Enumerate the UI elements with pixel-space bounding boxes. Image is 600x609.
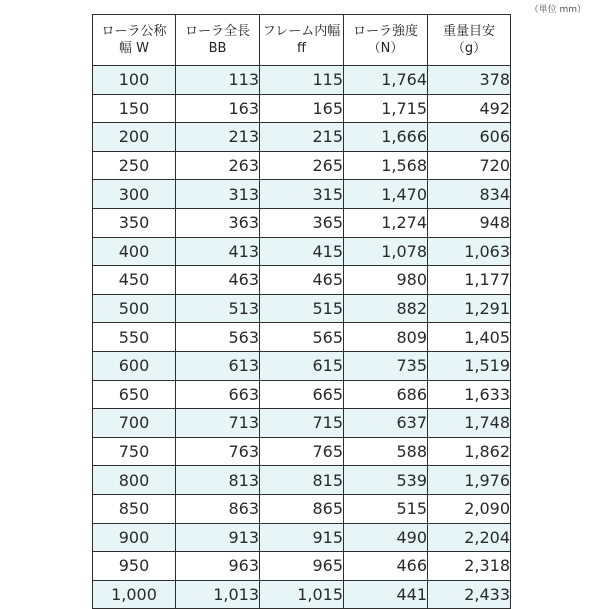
cell-frame-inner-width: 265 (260, 151, 344, 180)
header-nominal-width (93, 15, 176, 66)
cell-total-length: 113 (176, 66, 260, 95)
cell-nominal-width: 850 (93, 494, 176, 523)
cell-nominal-width: 300 (93, 180, 176, 209)
cell-roller-strength: 1,274 (344, 208, 428, 237)
header-total-length-line2: BB (208, 41, 227, 56)
header-nominal-width-line1: ローラ公称 (101, 24, 167, 39)
cell-total-length: 513 (176, 294, 260, 323)
cell-roller-strength: 515 (344, 494, 428, 523)
table-row (93, 580, 511, 609)
cell-weight-estimate: 1,633 (428, 380, 511, 409)
roller-spec-table (92, 14, 511, 609)
cell-nominal-width: 550 (93, 323, 176, 352)
cell-nominal-width: 250 (93, 151, 176, 180)
cell-total-length: 613 (176, 351, 260, 380)
table-row (93, 323, 511, 352)
table-row (93, 180, 511, 209)
header-frame-inner-width-line2: ff (297, 41, 306, 56)
header-total-length (176, 15, 260, 66)
cell-nominal-width: 400 (93, 237, 176, 266)
cell-weight-estimate: 378 (428, 66, 511, 95)
header-nominal-width-line2: 幅 W (119, 41, 149, 56)
header-roller-strength (344, 15, 428, 66)
table-row (93, 294, 511, 323)
cell-total-length: 263 (176, 151, 260, 180)
cell-weight-estimate: 492 (428, 94, 511, 123)
cell-roller-strength: 441 (344, 580, 428, 609)
cell-total-length: 413 (176, 237, 260, 266)
cell-frame-inner-width: 165 (260, 94, 344, 123)
cell-roller-strength: 1,764 (344, 66, 428, 95)
cell-roller-strength: 539 (344, 466, 428, 495)
cell-nominal-width: 600 (93, 351, 176, 380)
cell-nominal-width: 150 (93, 94, 176, 123)
table-row (93, 351, 511, 380)
table-row (93, 266, 511, 295)
cell-weight-estimate: 606 (428, 123, 511, 152)
cell-weight-estimate: 1,405 (428, 323, 511, 352)
cell-total-length: 163 (176, 94, 260, 123)
cell-weight-estimate: 1,291 (428, 294, 511, 323)
header-roller-strength-line1: ローラ強度 (352, 24, 418, 39)
cell-nominal-width: 350 (93, 208, 176, 237)
cell-weight-estimate: 2,090 (428, 494, 511, 523)
table-row (93, 409, 511, 438)
cell-frame-inner-width: 215 (260, 123, 344, 152)
cell-total-length: 313 (176, 180, 260, 209)
cell-weight-estimate: 1,748 (428, 409, 511, 438)
table-row (93, 208, 511, 237)
cell-nominal-width: 650 (93, 380, 176, 409)
cell-weight-estimate: 948 (428, 208, 511, 237)
header-weight-estimate (428, 15, 511, 66)
cell-total-length: 813 (176, 466, 260, 495)
cell-total-length: 763 (176, 437, 260, 466)
cell-weight-estimate: 1,063 (428, 237, 511, 266)
cell-nominal-width: 700 (93, 409, 176, 438)
cell-nominal-width: 450 (93, 266, 176, 295)
cell-roller-strength: 735 (344, 351, 428, 380)
table-row (93, 523, 511, 552)
cell-roller-strength: 686 (344, 380, 428, 409)
table-row (93, 437, 511, 466)
table-row (93, 94, 511, 123)
cell-weight-estimate: 1,177 (428, 266, 511, 295)
cell-nominal-width: 1,000 (93, 580, 176, 609)
table-row (93, 237, 511, 266)
cell-total-length: 913 (176, 523, 260, 552)
cell-total-length: 463 (176, 266, 260, 295)
table-row (93, 380, 511, 409)
cell-frame-inner-width: 915 (260, 523, 344, 552)
cell-weight-estimate: 1,862 (428, 437, 511, 466)
cell-weight-estimate: 1,976 (428, 466, 511, 495)
header-weight-estimate-line1: 重量目安 (442, 24, 495, 39)
cell-nominal-width: 800 (93, 466, 176, 495)
cell-total-length: 563 (176, 323, 260, 352)
header-row (93, 15, 511, 66)
cell-total-length: 663 (176, 380, 260, 409)
cell-roller-strength: 809 (344, 323, 428, 352)
cell-weight-estimate: 1,519 (428, 351, 511, 380)
cell-nominal-width: 750 (93, 437, 176, 466)
cell-frame-inner-width: 815 (260, 466, 344, 495)
cell-roller-strength: 882 (344, 294, 428, 323)
cell-weight-estimate: 834 (428, 180, 511, 209)
cell-nominal-width: 900 (93, 523, 176, 552)
cell-weight-estimate: 2,318 (428, 552, 511, 581)
header-total-length-line1: ローラ全長 (184, 24, 250, 39)
header-frame-inner-width-line1: フレーム内幅 (262, 24, 341, 39)
cell-roller-strength: 490 (344, 523, 428, 552)
cell-nominal-width: 950 (93, 552, 176, 581)
table-body (93, 66, 511, 609)
cell-frame-inner-width: 965 (260, 552, 344, 581)
cell-frame-inner-width: 715 (260, 409, 344, 438)
cell-total-length: 363 (176, 208, 260, 237)
cell-frame-inner-width: 565 (260, 323, 344, 352)
cell-frame-inner-width: 665 (260, 380, 344, 409)
header-weight-estimate-line2: （g） (451, 41, 487, 56)
cell-roller-strength: 1,568 (344, 151, 428, 180)
cell-frame-inner-width: 1,015 (260, 580, 344, 609)
cell-weight-estimate: 720 (428, 151, 511, 180)
cell-roller-strength: 1,470 (344, 180, 428, 209)
header-roller-strength-line2: （N） (367, 41, 404, 56)
cell-roller-strength: 637 (344, 409, 428, 438)
cell-total-length: 1,013 (176, 580, 260, 609)
cell-frame-inner-width: 615 (260, 351, 344, 380)
cell-roller-strength: 980 (344, 266, 428, 295)
header-frame-inner-width (260, 15, 344, 66)
cell-weight-estimate: 2,433 (428, 580, 511, 609)
cell-nominal-width: 500 (93, 294, 176, 323)
cell-nominal-width: 100 (93, 66, 176, 95)
table-row (93, 66, 511, 95)
table-row (93, 123, 511, 152)
cell-nominal-width: 200 (93, 123, 176, 152)
cell-frame-inner-width: 515 (260, 294, 344, 323)
cell-frame-inner-width: 415 (260, 237, 344, 266)
cell-total-length: 713 (176, 409, 260, 438)
cell-roller-strength: 588 (344, 437, 428, 466)
cell-frame-inner-width: 765 (260, 437, 344, 466)
cell-frame-inner-width: 365 (260, 208, 344, 237)
table-row (93, 494, 511, 523)
cell-roller-strength: 1,078 (344, 237, 428, 266)
cell-frame-inner-width: 465 (260, 266, 344, 295)
cell-frame-inner-width: 115 (260, 66, 344, 95)
cell-roller-strength: 1,666 (344, 123, 428, 152)
cell-frame-inner-width: 865 (260, 494, 344, 523)
cell-roller-strength: 1,715 (344, 94, 428, 123)
table-row (93, 552, 511, 581)
cell-frame-inner-width: 315 (260, 180, 344, 209)
cell-weight-estimate: 2,204 (428, 523, 511, 552)
unit-note: （単位 mm） (529, 5, 586, 15)
table-row (93, 151, 511, 180)
cell-total-length: 213 (176, 123, 260, 152)
table-row (93, 466, 511, 495)
cell-total-length: 963 (176, 552, 260, 581)
cell-roller-strength: 466 (344, 552, 428, 581)
cell-total-length: 863 (176, 494, 260, 523)
